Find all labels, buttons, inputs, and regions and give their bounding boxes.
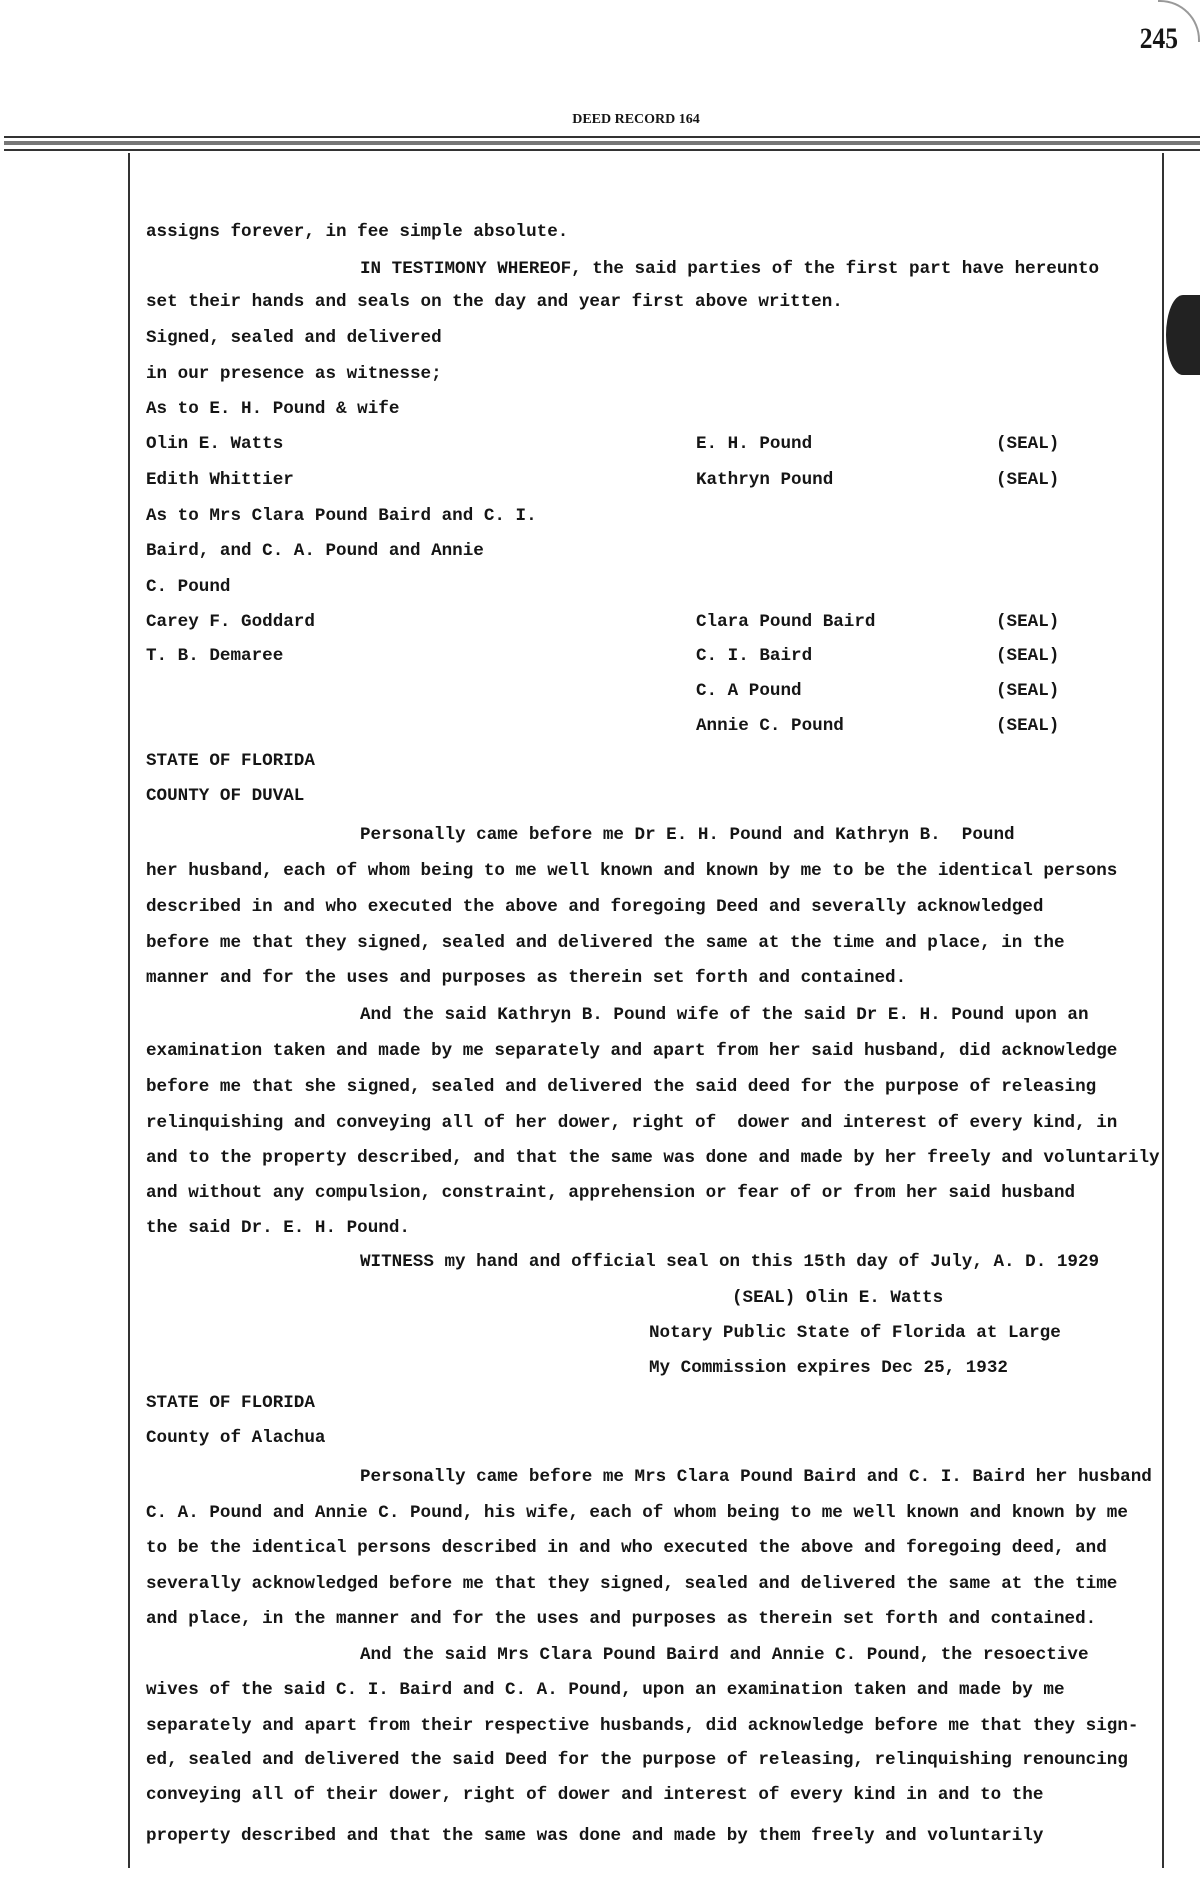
text-line: ed, sealed and delivered the said Deed for the purpose of releasing, relinquishing renouncing xyxy=(146,1750,1128,1770)
text-line: C. A. Pound and Annie C. Pound, his wife, each of whom being to me well known and known by me xyxy=(146,1503,1128,1523)
text-line: in our presence as witnesse; xyxy=(146,364,442,384)
text-line: before me that they signed, sealed and delivered the same at the time and place, in the xyxy=(146,933,1065,953)
text-line: Signed, sealed and delivered xyxy=(146,328,442,348)
right-margin-line xyxy=(1162,153,1164,1868)
text-line: And the said Kathryn B. Pound wife of the said Dr E. H. Pound upon an xyxy=(360,1005,1089,1025)
county-heading: County of Alachua xyxy=(146,1428,326,1448)
seal-label: (SEAL) xyxy=(996,434,1060,454)
page-number: 245 xyxy=(1139,22,1178,55)
text-line: Baird, and C. A. Pound and Annie xyxy=(146,541,484,561)
text-line: Personally came before me Mrs Clara Pound Baird and C. I. Baird her husband xyxy=(360,1467,1152,1487)
seal-label: (SEAL) xyxy=(996,470,1060,490)
text-line: set their hands and seals on the day and year first above written. xyxy=(146,292,843,312)
seal-label: (SEAL) xyxy=(996,716,1060,736)
text-line: examination taken and made by me separately and apart from her said husband, did acknowledge xyxy=(146,1041,1118,1061)
header-rule xyxy=(4,136,1200,138)
text-line: and to the property described, and that the same was done and made by her freely and voluntarily xyxy=(146,1148,1160,1168)
signer-name: Clara Pound Baird xyxy=(696,612,876,632)
witness-name: T. B. Demaree xyxy=(146,646,284,666)
text-line: her husband, each of whom being to me well known and known by me to be the identical persons xyxy=(146,861,1118,881)
witness-name: Edith Whittier xyxy=(146,470,294,490)
state-heading: STATE OF FLORIDA xyxy=(146,751,315,771)
witness-name: Olin E. Watts xyxy=(146,434,284,454)
text-line: conveying all of their dower, right of dower and interest of every kind in and to the xyxy=(146,1785,1044,1805)
text-line: separately and apart from their respective husbands, did acknowledge before me that they sign- xyxy=(146,1716,1139,1736)
record-header: DEED RECORD 164 xyxy=(572,112,700,127)
state-heading: STATE OF FLORIDA xyxy=(146,1393,315,1413)
seal-label: (SEAL) xyxy=(996,681,1060,701)
text-line: the said Dr. E. H. Pound. xyxy=(146,1218,410,1238)
text-line: Personally came before me Dr E. H. Pound and Kathryn B. Pound xyxy=(360,825,1015,845)
commission-expiry: My Commission expires Dec 25, 1932 xyxy=(649,1358,1008,1378)
text-line: manner and for the uses and purposes as therein set forth and contained. xyxy=(146,968,907,988)
text-line: WITNESS my hand and official seal on this 15th day of July, A. D. 1929 xyxy=(360,1252,1100,1272)
text-line: As to Mrs Clara Pound Baird and C. I. xyxy=(146,506,537,526)
seal-label: (SEAL) xyxy=(996,646,1060,666)
text-line: before me that she signed, sealed and delivered the said deed for the purpose of releasing xyxy=(146,1077,1097,1097)
signer-name: E. H. Pound xyxy=(696,434,813,454)
text-line: IN TESTIMONY WHEREOF, the said parties of the first part have hereunto xyxy=(360,259,1100,279)
header-rule xyxy=(4,141,1200,145)
notary-signature: (SEAL) Olin E. Watts xyxy=(732,1288,944,1308)
seal-label: (SEAL) xyxy=(996,612,1060,632)
text-line: and without any compulsion, constraint, apprehension or fear of or from her said husband xyxy=(146,1183,1076,1203)
text-line: described in and who executed the above and foregoing Deed and severally acknowledged xyxy=(146,897,1044,917)
text-line: assigns forever, in fee simple absolute. xyxy=(146,222,569,242)
text-line: property described and that the same was done and made by them freely and voluntarily xyxy=(146,1826,1044,1846)
witness-name: Carey F. Goddard xyxy=(146,612,315,632)
left-margin-line xyxy=(128,153,130,1868)
text-line: C. Pound xyxy=(146,577,231,597)
text-line: wives of the said C. I. Baird and C. A. Pound, upon an examination taken and made by me xyxy=(146,1680,1065,1700)
header-rule xyxy=(4,149,1200,151)
notary-title: Notary Public State of Florida at Large xyxy=(649,1323,1061,1343)
text-line: and place, in the manner and for the uses and purposes as therein set forth and contained. xyxy=(146,1609,1097,1629)
text-line: to be the identical persons described in and who executed the above and foregoing deed, and xyxy=(146,1538,1107,1558)
signer-name: C. I. Baird xyxy=(696,646,813,666)
signer-name: Kathryn Pound xyxy=(696,470,834,490)
text-line: As to E. H. Pound & wife xyxy=(146,399,400,419)
text-line: And the said Mrs Clara Pound Baird and Annie C. Pound, the resoective xyxy=(360,1645,1089,1665)
ink-smudge xyxy=(1166,295,1200,375)
signer-name: C. A Pound xyxy=(696,681,802,701)
text-line: severally acknowledged before me that they signed, sealed and delivered the same at the time xyxy=(146,1574,1118,1594)
county-heading: COUNTY OF DUVAL xyxy=(146,786,305,806)
signer-name: Annie C. Pound xyxy=(696,716,844,736)
text-line: relinquishing and conveying all of her dower, right of dower and interest of every kind, in xyxy=(146,1113,1118,1133)
